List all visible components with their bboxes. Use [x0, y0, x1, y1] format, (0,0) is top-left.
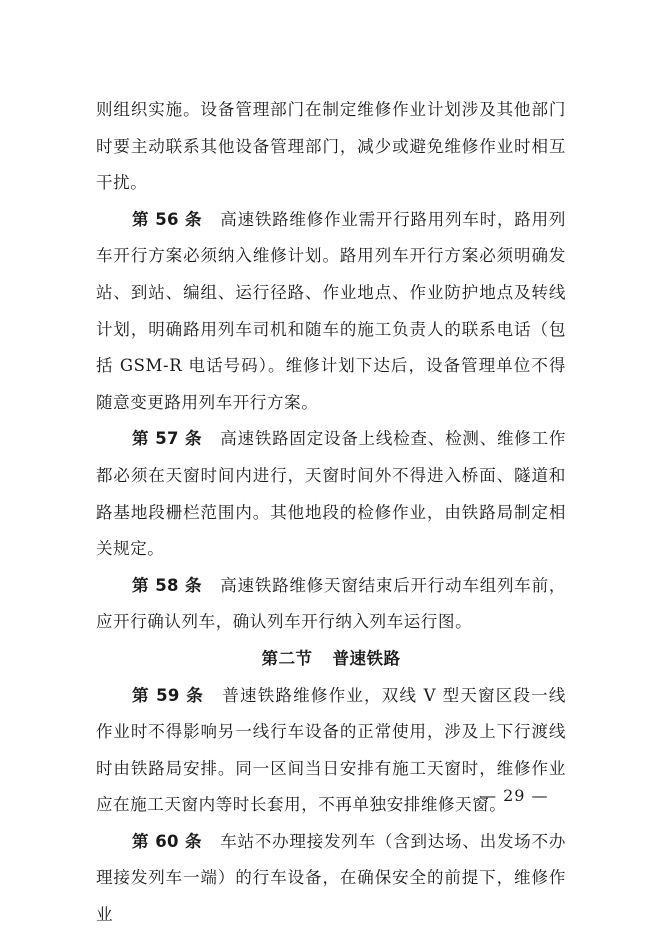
article-58-text: 高速铁路维修天窗结束后开行动车组列车前，应开行确认列车，确认列车开行纳入列车运行图。 — [96, 575, 566, 632]
section-title: 普速铁路 — [332, 648, 401, 668]
article-58 — [96, 568, 566, 641]
article-60-label: 第 60 条 — [132, 831, 203, 851]
article-56-label: 第 56 条 — [132, 209, 203, 229]
paragraph-text: 则组织实施。设备管理部门在制定维修作业计划涉及其他部门时要主动联系其他设备管理部门，减少或避免维修作业时相互干扰。 — [96, 100, 566, 193]
article-60 — [96, 824, 566, 934]
article-58-label: 第 58 条 — [132, 575, 203, 595]
article-57-label: 第 57 条 — [132, 429, 203, 449]
section-heading — [96, 641, 566, 678]
article-57 — [96, 421, 566, 567]
page-number: — 29 — — [480, 786, 549, 805]
section-number: 第二节 — [261, 648, 313, 668]
article-56-text: 高速铁路维修作业需开行路用列车时，路用列车开行方案必须纳入维修计划。路用列车开行方案必须明确发站、到站、编组、运行径路、作业地点、作业防护地点及转线计划，明确路用列车司机和随车的施工负责人的联系电话（包括 GSM-R 电话号码）。维修计划下达后，设备管理单位不得随意变更路用列车开行方案。 — [96, 209, 566, 412]
article-59-text: 普速铁路维修作业，双线 V 型天窗区段一线作业时不得影响另一线行车设备的正常使用，涉及上下行渡线时由铁路局安排。同一区间当日安排有施工天窗时，维修作业应在施工天窗内等时长套用，不再单独安排维修天窗。 — [96, 685, 566, 815]
paragraph-continuation — [96, 92, 566, 202]
document-body — [96, 92, 566, 934]
article-56 — [96, 202, 566, 422]
article-59-label: 第 59 条 — [132, 685, 204, 705]
article-57-text: 高速铁路固定设备上线检查、检测、维修工作都必须在天窗时间内进行，天窗时间外不得进入桥面、隧道和路基地段栅栏范围内。其他地段的检修作业，由铁路局制定相关规定。 — [96, 429, 566, 559]
article-60-text: 车站不办理接发列车（含到达场、出发场不办理接发列车一端）的行车设备，在确保安全的前提下，维修作业 — [96, 831, 566, 925]
